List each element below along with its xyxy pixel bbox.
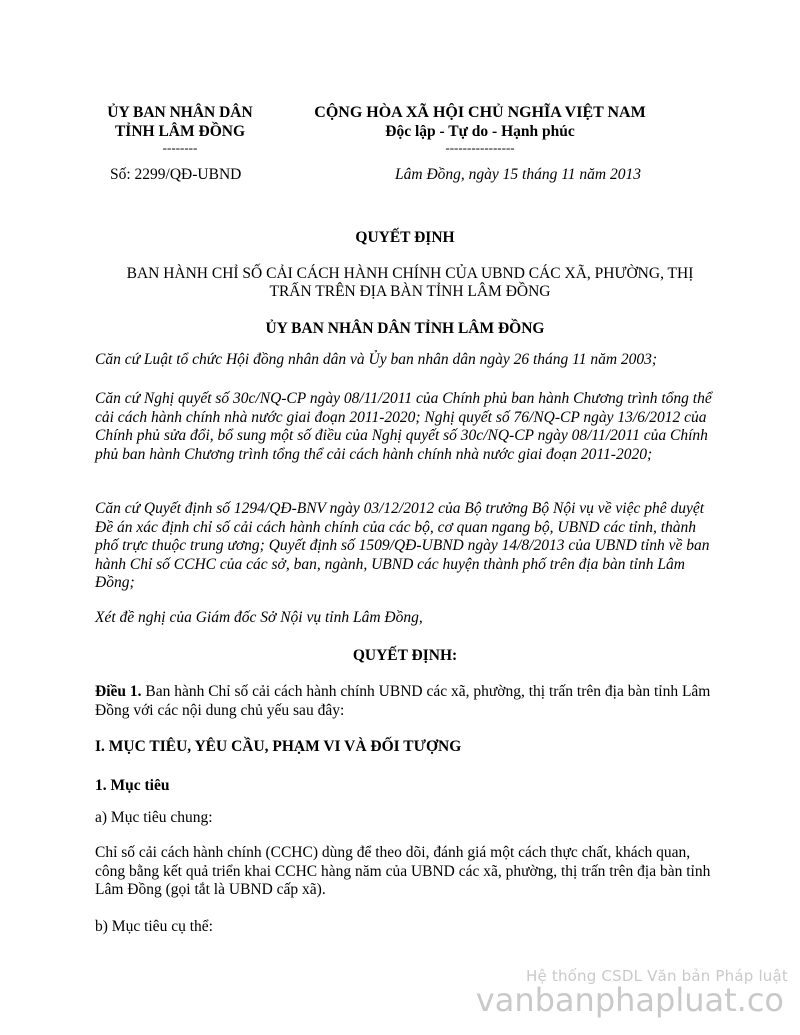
document-subtitle: BAN HÀNH CHỈ SỐ CẢI CÁCH HÀNH CHÍNH CỦA UBND CÁC XÃ, PHƯỜNG, THỊ TRẤN TRÊN ĐỊA BÀN TỈNH LÂM ĐỒNG: [126, 265, 694, 300]
watermark-caption: Hệ thống CSDL Văn bản Pháp luật: [525, 967, 788, 985]
subsection-heading: 1. Mục tiêu: [95, 777, 170, 794]
issuer-divider: --------: [162, 140, 198, 155]
issuer-province: TỈNH LÂM ĐỒNG: [114, 123, 246, 140]
country-name: CỘNG HÒA XÃ HỘI CHỦ NGHĨA VIỆT NAM: [314, 104, 646, 121]
basis-paragraph-2: Căn cứ Nghị quyết số 30c/NQ-CP ngày 08/11/2011 của Chính phủ ban hành Chương trình tổng thể cải cách hành chính nhà nước giai đoạn 2011-2020; Nghị quyết số 76/NQ-CP ngày 13/6/2012 của Chính phủ sửa đổi, bổ sung một số điều của Nghị quyết số 30c/NQ-CP ngày 08/11/2011 của Chính phủ ban hành Chương trình tổng thể cải cách hành chính nhà nước giai đoạn 2011-2020;: [95, 390, 712, 463]
decision-heading: QUYẾT ĐỊNH:: [352, 647, 458, 664]
section-heading: I. MỤC TIÊU, YÊU CẦU, PHẠM VI VÀ ĐỐI TƯỢNG: [95, 738, 462, 755]
issuer-block: [90, 103, 270, 155]
article-1-label: Điều 1.: [95, 683, 142, 700]
item-a-text: Chỉ số cải cách hành chính (CCHC) dùng để theo dõi, đánh giá một cách thực chất, khách quan, công bằng kết quả triển khai CCHC hàng năm của UBND các xã, phường, thị trấn trên địa bàn tỉnh Lâm Đồng (gọi tắt là UBND cấp xã).: [95, 844, 711, 898]
article-1: [95, 683, 715, 720]
document-date: Lâm Đồng, ngày 15 tháng 11 năm 2013: [395, 166, 641, 183]
item-a-heading: a) Mục tiêu chung:: [95, 809, 213, 826]
item-b-heading: b) Mục tiêu cụ thể:: [95, 918, 213, 935]
document-title: QUYẾT ĐỊNH: [355, 229, 455, 246]
basis-paragraph-4: Xét đề nghị của Giám đốc Sở Nội vụ tỉnh Lâm Đồng,: [95, 609, 423, 626]
watermark-site: vanbanphapluat.co: [475, 981, 784, 1019]
motto-divider: ----------------: [445, 140, 515, 155]
document-number: Số: 2299/QĐ-UBND: [110, 166, 242, 183]
basis-paragraph-3: Căn cứ Quyết định số 1294/QĐ-BNV ngày 03/12/2012 của Bộ trưởng Bộ Nội vụ về việc phê duyệt Đề án xác định chỉ số cải cách hành chính của các bộ, cơ quan ngang bộ, UBND các tỉnh, thành phố trực thuộc trung ương; Quyết định số 1509/QĐ-UBND ngày 14/8/2013 của UBND tỉnh về ban hành Chỉ số CCHC của các sở, ban, ngành, UBND các huyện thành phố trên địa bàn tỉnh Lâm Đồng;: [95, 500, 710, 591]
article-1-text: Ban hành Chỉ số cải cách hành chính UBND các xã, phường, thị trấn trên địa bàn tỉnh Lâm Đồng với các nội dung chủ yếu sau đây:: [95, 683, 711, 719]
basis-paragraph-1: Căn cứ Luật tổ chức Hội đồng nhân dân và Ủy ban nhân dân ngày 26 tháng 11 năm 2003;: [95, 351, 658, 368]
issuer-name: ỦY BAN NHÂN DÂN: [107, 104, 253, 121]
national-motto-block: [285, 103, 675, 155]
issuing-authority: ỦY BAN NHÂN DÂN TỈNH LÂM ĐỒNG: [265, 320, 545, 337]
national-motto: Độc lập - Tự do - Hạnh phúc: [385, 123, 575, 140]
